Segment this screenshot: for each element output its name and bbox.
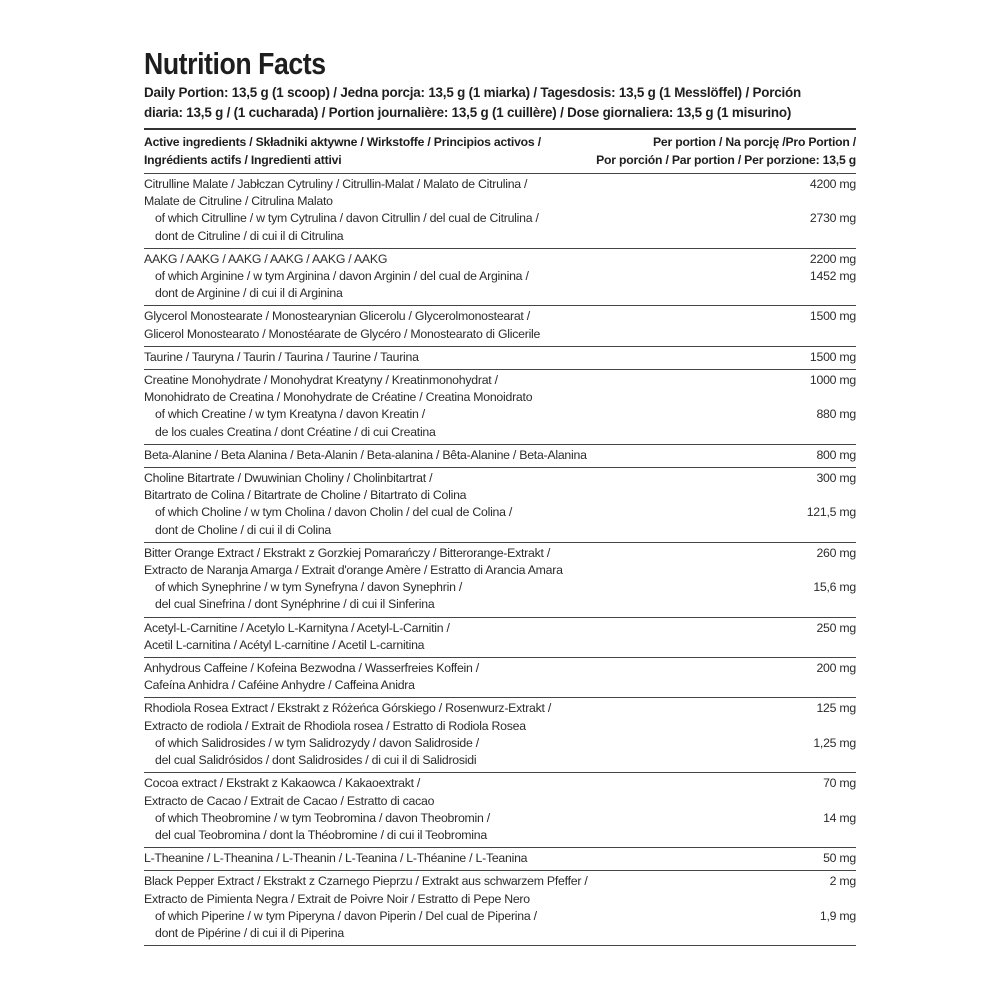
ingredient-row bbox=[144, 369, 856, 444]
ingredient-row bbox=[144, 697, 856, 772]
ingredient-amount: 15,6 mg bbox=[813, 580, 856, 595]
sub-ingredient-line bbox=[144, 596, 856, 613]
sub-ingredient-line bbox=[144, 925, 856, 942]
ingredient-name: Extracto de Cacao / Extrait de Cacao / Estratto di cacao bbox=[144, 793, 435, 808]
ingredients-table bbox=[144, 173, 856, 945]
sub-ingredient-line bbox=[144, 752, 856, 769]
ingredient-name: Beta-Alanine / Beta Alanina / Beta-Alanin / Beta-alanina / Bêta-Alanine / Beta-Alanina bbox=[144, 447, 587, 462]
ingredient-name: de los cuales Creatina / dont Créatine / di cui Creatina bbox=[155, 424, 436, 439]
ingredient-name: dont de Citruline / di cui il di Citrulina bbox=[155, 228, 344, 243]
ingredient-name: dont de Choline / di cui il di Colina bbox=[155, 522, 331, 537]
ingredient-line bbox=[144, 793, 856, 810]
ingredient-line bbox=[144, 660, 856, 677]
ingredients-header-line: Ingrédients actifs / Ingredienti attivi bbox=[144, 152, 342, 167]
ingredient-name: of which Arginine / w tym Arginina / davon Arginin / del cual de Arginina / bbox=[155, 269, 529, 284]
ingredient-line bbox=[144, 775, 856, 792]
ingredient-line bbox=[144, 389, 856, 406]
ingredient-row bbox=[144, 542, 856, 617]
ingredient-name: Glycerol Monostearate / Monostearynian Glicerolu / Glycerolmonostearat / bbox=[144, 309, 530, 324]
sub-ingredient-line bbox=[144, 504, 856, 521]
ingredient-name: Citrulline Malate / Jabłczan Cytruliny / Citrullin-Malat / Malato de Citrulina / bbox=[144, 177, 528, 191]
sub-ingredient-line bbox=[144, 579, 856, 596]
ingredient-amount: 200 mg bbox=[816, 661, 856, 676]
ingredient-row bbox=[144, 772, 856, 847]
ingredient-name: dont de Arginine / di cui il di Arginina bbox=[155, 286, 343, 301]
sub-ingredient-line bbox=[144, 827, 856, 844]
ingredient-amount: 800 mg bbox=[816, 447, 856, 462]
ingredient-name: Anhydrous Caffeine / Kofeina Bezwodna / Wasserfreies Koffein / bbox=[144, 661, 479, 676]
daily-portion-text bbox=[144, 83, 856, 123]
ingredient-line bbox=[144, 718, 856, 735]
ingredient-row bbox=[144, 248, 856, 306]
ingredient-line bbox=[144, 308, 856, 325]
ingredient-amount: 1452 mg bbox=[809, 269, 856, 284]
ingredient-amount: 4200 mg bbox=[809, 177, 856, 191]
ingredient-name: of which Creatine / w tym Kreatyna / davon Kreatin / bbox=[155, 407, 425, 422]
ingredient-amount: 260 mg bbox=[816, 545, 856, 560]
ingredient-row bbox=[144, 657, 856, 697]
sub-ingredient-line bbox=[144, 424, 856, 441]
ingredient-amount: 121,5 mg bbox=[806, 505, 856, 520]
ingredient-name: Extracto de rodiola / Extrait de Rhodiola rosea / Estratto di Rodiola Rosea bbox=[144, 718, 526, 733]
ingredient-name: of which Synephrine / w tym Synefryna / davon Synephrin / bbox=[155, 580, 463, 595]
sub-ingredient-line bbox=[144, 285, 856, 302]
sub-ingredient-line bbox=[144, 908, 856, 925]
ingredient-amount: 2730 mg bbox=[809, 211, 856, 226]
ingredient-line bbox=[144, 251, 856, 268]
ingredient-line bbox=[144, 176, 856, 193]
sub-ingredient-line bbox=[144, 406, 856, 423]
ingredient-name: of which Salidrosides / w tym Salidrozydy / davon Salidroside / bbox=[155, 735, 479, 750]
sub-ingredient-line bbox=[144, 735, 856, 752]
ingredient-line bbox=[144, 545, 856, 562]
ingredient-amount: 70 mg bbox=[823, 776, 856, 791]
ingredient-amount: 1,9 mg bbox=[819, 908, 856, 923]
ingredient-name: of which Choline / w tym Cholina / davon Cholin / del cual de Colina / bbox=[155, 505, 513, 520]
ingredient-name: dont de Pipérine / di cui il di Piperina bbox=[155, 925, 344, 940]
ingredient-name: Malate de Citruline / Citrulina Malato bbox=[144, 194, 333, 209]
ingredient-name: Rhodiola Rosea Extract / Ekstrakt z Różeńca Górskiego / Rosenwurz-Extrakt / bbox=[144, 701, 552, 716]
sub-ingredient-line bbox=[144, 810, 856, 827]
sub-ingredient-line bbox=[144, 228, 856, 245]
label-title: Nutrition Facts bbox=[144, 46, 326, 81]
ingredient-row bbox=[144, 173, 856, 248]
ingredients-column-header bbox=[144, 134, 541, 169]
ingredient-name: Choline Bitartrate / Dwuwinian Choliny / Cholinbitartrat / bbox=[144, 471, 433, 486]
ingredient-line bbox=[144, 447, 856, 464]
ingredient-line bbox=[144, 700, 856, 717]
ingredient-name: Bitartrato de Colina / Bitartrate de Choline / Bitartrato di Colina bbox=[144, 488, 467, 503]
ingredient-name: L-Theanine / L-Theanina / L-Theanin / L-Teanina / L-Théanine / L-Teanina bbox=[144, 851, 528, 866]
ingredient-line bbox=[144, 326, 856, 343]
sub-ingredient-line bbox=[144, 268, 856, 285]
ingredient-row bbox=[144, 346, 856, 369]
ingredient-name: Cafeína Anhidra / Caféine Anhydre / Caffeina Anidra bbox=[144, 678, 415, 693]
ingredient-line bbox=[144, 562, 856, 579]
ingredient-amount: 300 mg bbox=[816, 471, 856, 486]
ingredient-row bbox=[144, 617, 856, 657]
nutrition-facts-label bbox=[144, 46, 856, 946]
ingredient-amount: 2200 mg bbox=[809, 251, 856, 266]
ingredient-line bbox=[144, 620, 856, 637]
ingredient-line bbox=[144, 637, 856, 654]
ingredient-name: of which Piperine / w tym Piperyna / davon Piperin / Del cual de Piperina / bbox=[155, 908, 537, 923]
ingredient-row bbox=[144, 467, 856, 542]
ingredient-name: Black Pepper Extract / Ekstrakt z Czarnego Pieprzu / Extrakt aus schwarzem Pfeffer / bbox=[144, 874, 588, 889]
ingredient-amount: 125 mg bbox=[816, 701, 856, 716]
ingredient-line bbox=[144, 850, 856, 867]
ingredient-line bbox=[144, 873, 856, 890]
ingredient-name: del cual Salidrósidos / dont Salidrosides / di cui il di Salidrosidi bbox=[155, 753, 477, 768]
ingredient-line bbox=[144, 193, 856, 210]
ingredient-amount: 1,25 mg bbox=[813, 735, 856, 750]
daily-portion-line: Daily Portion: 13,5 g (1 scoop) / Jedna porcja: 13,5 g (1 miarka) / Tagesdosis: 13,5 g (1 Messlöffel) / Porción bbox=[144, 85, 801, 100]
ingredient-line bbox=[144, 487, 856, 504]
table-header bbox=[144, 130, 856, 173]
ingredient-row bbox=[144, 444, 856, 467]
ingredient-amount: 14 mg bbox=[823, 810, 856, 825]
ingredient-name: del cual Teobromina / dont la Théobromine / di cui il Teobromina bbox=[155, 827, 487, 842]
ingredient-name: Creatine Monohydrate / Monohydrat Kreatyny / Kreatinmonohydrat / bbox=[144, 373, 498, 388]
daily-portion-line: diaria: 13,5 g / (1 cucharada) / Portion journalière: 13,5 g (1 cuillère) / Dose giornaliera: 13,5 g (1 misurino) bbox=[144, 105, 792, 120]
ingredient-line bbox=[144, 372, 856, 389]
ingredient-row bbox=[144, 305, 856, 345]
ingredient-name: Bitter Orange Extract / Ekstrakt z Gorzkiej Pomarańczy / Bitterorange-Extrakt / bbox=[144, 545, 550, 560]
ingredient-name: Extracto de Pimienta Negra / Extrait de Poivre Noir / Estratto di Pepe Nero bbox=[144, 891, 530, 906]
ingredient-amount: 1000 mg bbox=[809, 373, 856, 388]
table-bottom-divider bbox=[144, 945, 856, 946]
ingredient-name: Extracto de Naranja Amarga / Extrait d'orange Amère / Estratto di Arancia Amara bbox=[144, 563, 563, 578]
sub-ingredient-line bbox=[144, 210, 856, 227]
ingredient-name: Glicerol Monostearato / Monostéarate de Glycéro / Monostearato di Glicerile bbox=[144, 326, 541, 341]
ingredient-name: Cocoa extract / Ekstrakt z Kakaowca / Kakaoextrakt / bbox=[144, 776, 421, 791]
ingredient-name: AAKG / AAKG / AAKG / AAKG / AAKG / AAKG bbox=[144, 251, 388, 266]
per-portion-header-line: Per portion / Na porcję /Pro Portion / bbox=[653, 135, 856, 149]
ingredient-amount: 2 mg bbox=[829, 874, 856, 889]
sub-ingredient-line bbox=[144, 522, 856, 539]
ingredient-name: del cual Sinefrina / dont Synéphrine / di cui il Sinferina bbox=[155, 597, 435, 612]
ingredients-header-line: Active ingredients / Składniki aktywne / Wirkstoffe / Principios activos / bbox=[144, 135, 541, 149]
ingredient-name: Acetil L-carnitina / Acétyl L-carnitine / Acetil L-carnitina bbox=[144, 637, 425, 652]
ingredient-line bbox=[144, 349, 856, 366]
ingredient-amount: 1500 mg bbox=[809, 349, 856, 364]
ingredient-amount: 250 mg bbox=[816, 620, 856, 635]
ingredient-name: Acetyl-L-Carnitine / Acetylo L-Karnityna / Acetyl-L-Carnitin / bbox=[144, 620, 450, 635]
ingredient-name: of which Citrulline / w tym Cytrulina / davon Citrullin / del cual de Citrulina / bbox=[155, 211, 539, 226]
ingredient-line bbox=[144, 470, 856, 487]
ingredient-row bbox=[144, 870, 856, 945]
per-portion-header-line: Por porción / Par portion / Per porzione: 13,5 g bbox=[596, 152, 856, 167]
ingredient-amount: 50 mg bbox=[823, 851, 856, 866]
ingredient-line bbox=[144, 677, 856, 694]
ingredient-name: of which Theobromine / w tym Teobromina / davon Theobromin / bbox=[155, 810, 490, 825]
per-portion-column-header bbox=[596, 134, 856, 169]
ingredient-line bbox=[144, 891, 856, 908]
ingredient-amount: 1500 mg bbox=[809, 309, 856, 324]
ingredient-name: Monohidrato de Creatina / Monohydrate de Créatine / Creatina Monoidrato bbox=[144, 390, 533, 405]
ingredient-row bbox=[144, 847, 856, 870]
ingredient-amount: 880 mg bbox=[816, 407, 856, 422]
ingredient-name: Taurine / Tauryna / Taurin / Taurina / Taurine / Taurina bbox=[144, 349, 419, 364]
